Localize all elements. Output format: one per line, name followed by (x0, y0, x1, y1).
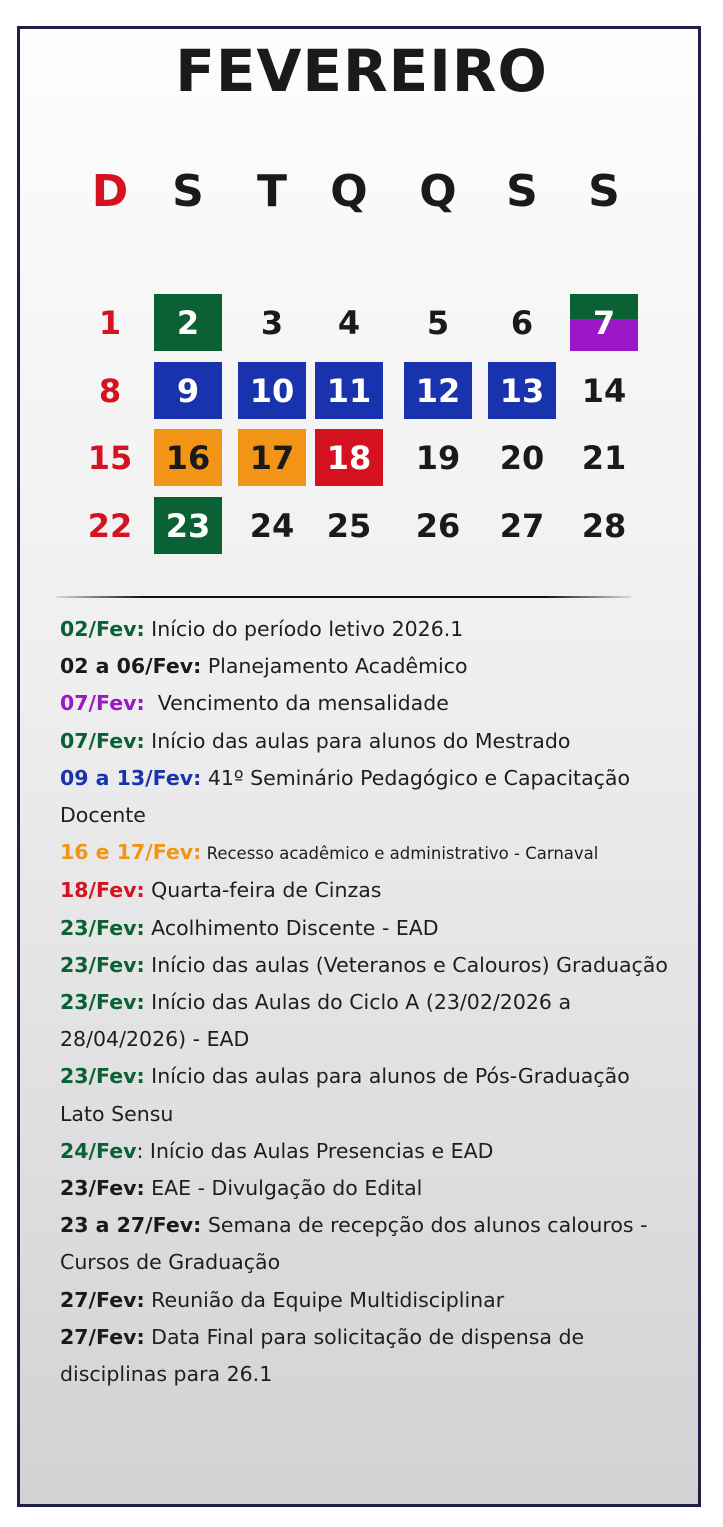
calendar-day: 2 (154, 294, 222, 351)
event-item (60, 1058, 670, 1132)
event-date: 09 a 13/Fev: (60, 765, 202, 790)
calendar-day: 9 (154, 362, 222, 419)
event-date: 16 e 17/Fev: (60, 840, 202, 865)
calendar-day: 13 (488, 362, 556, 419)
weekday-label: D (91, 166, 129, 217)
event-item (60, 685, 670, 722)
event-item (60, 910, 670, 947)
event-item (60, 834, 670, 872)
event-item (60, 1133, 670, 1170)
event-item (60, 1282, 670, 1319)
event-description: Recesso acadêmico e administrativo - Carnaval (201, 844, 599, 864)
calendar-day: 26 (415, 506, 461, 545)
event-date: 07/Fev: (60, 728, 145, 753)
event-item (60, 1170, 670, 1207)
calendar-day: 7 (570, 294, 638, 351)
calendar-day: 18 (315, 429, 383, 486)
calendar-day: 22 (87, 506, 133, 545)
event-description: EAE - Divulgação do Edital (144, 1176, 423, 1201)
event-description: Início das aulas (Veteranos e Calouros) Graduação (144, 952, 668, 977)
event-date: 27/Fev: (60, 1324, 145, 1349)
event-date: 27/Fev: (60, 1287, 145, 1312)
event-description: Planejamento Acadêmico (201, 654, 468, 679)
event-item (60, 947, 670, 984)
event-item (60, 723, 670, 760)
event-description: Início do período letivo 2026.1 (144, 617, 464, 641)
event-date: 18/Fev: (60, 878, 145, 903)
calendar-day: 3 (260, 303, 284, 342)
calendar-day: 14 (581, 371, 627, 410)
event-item (60, 984, 670, 1058)
weekday-label: S (588, 166, 620, 217)
calendar-day: 16 (154, 429, 222, 486)
calendar-day: 6 (510, 303, 534, 342)
event-item (60, 760, 670, 834)
calendar-day: 28 (581, 506, 627, 545)
calendar-day: 20 (499, 438, 545, 477)
calendar-day: 15 (87, 438, 133, 477)
event-item (60, 872, 670, 909)
divider (56, 596, 631, 598)
event-description: Início das aulas para alunos do Mestrado (144, 728, 571, 753)
weekday-label: Q (330, 166, 368, 217)
month-title: FEVEREIRO (175, 37, 548, 105)
calendar-day: 24 (249, 506, 295, 545)
event-date: 23/Fev: (60, 952, 145, 977)
calendar-day: 12 (404, 362, 472, 419)
calendar-day: 1 (98, 303, 122, 342)
event-description: Início das aulas para alunos de Pós-Graduação Lato Sensu (60, 1064, 637, 1126)
event-description: Início das Aulas do Ciclo A (23/02/2026 a 28/04/2026) - EAD (60, 990, 578, 1052)
event-date: 23/Fev: (60, 1064, 145, 1089)
event-date: 02/Fev: (60, 617, 145, 641)
calendar-day: 4 (337, 303, 361, 342)
event-description: Vencimento da mensalidade (144, 691, 449, 716)
event-date: 02 a 06/Fev: (60, 654, 202, 679)
event-description: : Início das Aulas Presencias e EAD (136, 1138, 494, 1163)
event-description: Acolhimento Discente - EAD (144, 915, 439, 940)
event-date: 07/Fev: (60, 691, 145, 716)
events-list (60, 611, 670, 1393)
calendar-day: 11 (315, 362, 383, 419)
weekday-label: Q (419, 166, 457, 217)
event-date: 23 a 27/Fev: (60, 1213, 202, 1238)
weekday-label: S (172, 166, 204, 217)
calendar-day: 17 (238, 429, 306, 486)
event-item (60, 1319, 670, 1393)
calendar-day: 10 (238, 362, 306, 419)
event-description: 41º Seminário Pedagógico e Capacitação Docente (60, 765, 637, 828)
calendar-day: 19 (415, 438, 461, 477)
calendar-day: 5 (426, 303, 450, 342)
event-description: Quarta-feira de Cinzas (144, 878, 382, 903)
weekday-label: T (256, 166, 287, 217)
weekday-label: S (506, 166, 538, 217)
event-item (60, 611, 670, 648)
event-description: Semana de recepção dos alunos calouros - Cursos de Graduação (60, 1213, 655, 1275)
calendar-day: 23 (154, 497, 222, 554)
event-date: 24/Fev (60, 1138, 137, 1163)
event-date: 23/Fev: (60, 1176, 145, 1201)
calendar-day: 8 (98, 371, 122, 410)
calendar-day: 27 (499, 506, 545, 545)
event-date: 23/Fev: (60, 915, 145, 940)
calendar-day: 21 (581, 438, 627, 477)
event-item (60, 648, 670, 685)
event-description: Reunião da Equipe Multidisciplinar (144, 1287, 505, 1312)
event-item (60, 1207, 670, 1281)
event-date: 23/Fev: (60, 990, 145, 1015)
event-description: Data Final para solicitação de dispensa de disciplinas para 26.1 (60, 1324, 591, 1387)
calendar-day: 25 (326, 506, 372, 545)
